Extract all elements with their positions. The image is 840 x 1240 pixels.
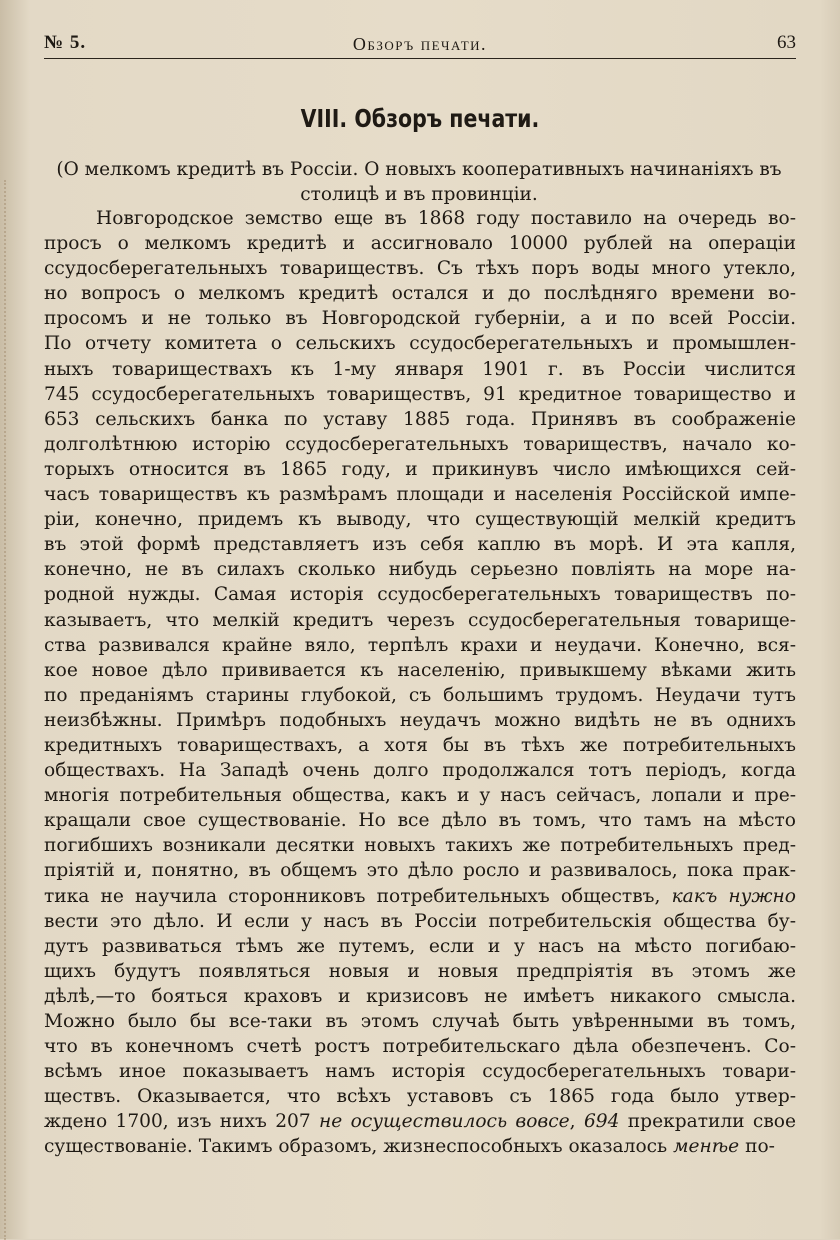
body-line: ныхъ товариществахъ къ 1-му января 1901 г. въ Россіи числится: [44, 358, 796, 380]
italic-emphasis: 694: [583, 1111, 620, 1133]
running-header: [44, 28, 796, 58]
text-run: прекратили свое: [619, 1111, 796, 1133]
text-run: по-: [739, 1136, 775, 1158]
margin-binding-marks: [4, 180, 20, 1240]
body-line: [44, 884, 796, 909]
header-rule: [44, 58, 796, 59]
text-run: существованіе. Такимъ образомъ, жизнеспособныхъ оказалось: [44, 1136, 674, 1158]
body-line: казываетъ, что мелкій кредитъ черезъ ссудосберегательныя товарище-: [44, 609, 796, 631]
body-line: [44, 1134, 796, 1159]
body-line: ществъ. Оказывается, что всѣхъ уставовъ съ 1865 года было утвер-: [44, 1086, 796, 1108]
body-line: но вопросъ о мелкомъ кредитѣ остался и до послѣдняго времени во-: [44, 283, 796, 305]
text-run: ,: [569, 1111, 584, 1133]
body-line: кредитныхъ товариществахъ, а хотя бы въ тѣхъ же потребительныхъ: [44, 734, 796, 756]
body-line: вести это дѣло. И если у насъ въ Россіи потребительскія общества бу-: [44, 910, 796, 932]
body-line: дѣлѣ,—то бояться краховъ и кризисовъ не имѣетъ никакого смысла.: [44, 985, 796, 1007]
issue-number: № 5.: [44, 32, 87, 53]
running-title: Обзоръ печати.: [352, 34, 488, 54]
italic-emphasis: какъ нужно: [671, 885, 796, 907]
body-line: 745 ссудосберегательныхъ товариществъ, 91 кредитное товарищество и: [44, 383, 796, 405]
body-line: 653 сельскихъ банка по уставу 1885 года. Принявъ въ соображеніе: [44, 408, 796, 430]
body-line: кращали свое существованіе. Но все дѣло въ томъ, что тамъ на мѣсто: [44, 810, 796, 832]
subtitle-line: (О мелкомъ кредитѣ въ Россіи. О новыхъ кооперативныхъ начинаніяхъ въ: [56, 159, 782, 180]
body-line: обществахъ. На Западѣ очень долго продолжался тотъ періодъ, когда: [44, 760, 796, 782]
body-line: часъ товариществъ къ размѣрамъ площади и населенія Россійской импе-: [44, 484, 796, 506]
section-title: VIII. Обзоръ печати.: [300, 104, 540, 133]
subtitle-line: столицѣ и въ провинціи.: [300, 184, 538, 205]
italic-emphasis: не осуществилось вовсе: [319, 1111, 570, 1133]
text-run: ждено 1700, изъ нихъ 207: [44, 1111, 320, 1133]
body-line: пріятій и, понятно, въ общемъ это дѣло росло и развивалось, пока прак-: [44, 860, 796, 882]
body-line: щихъ будутъ появляться новыя и новыя предпріятія въ этомъ же: [44, 960, 796, 982]
body-line: [44, 1109, 796, 1134]
body-line: торыхъ относится въ 1865 году, и прикинувъ число имѣющихся сей-: [44, 458, 796, 480]
body-line: погибшихъ возникали десятки новыхъ такихъ же потребительныхъ пред-: [44, 835, 796, 857]
body-line: По отчету комитета о сельскихъ ссудосберегательныхъ и промышлен-: [44, 333, 796, 355]
italic-emphasis: менѣе: [673, 1136, 740, 1158]
body-line: дутъ развиваться тѣмъ же путемъ, если и у насъ на мѣсто погибаю-: [44, 935, 796, 957]
body-line: что въ конечномъ счетѣ ростъ потребительскаго дѣла обезпеченъ. Со-: [44, 1036, 796, 1058]
body-line: ссудосберегательныхъ товариществъ. Съ тѣхъ поръ воды много утекло,: [44, 258, 796, 280]
body-line: долголѣтнюю исторію ссудосберегательныхъ товариществъ, начало ко-: [44, 433, 796, 455]
body-line: въ этой формѣ представляетъ изъ себя каплю въ морѣ. И эта капля,: [44, 534, 796, 556]
body-line: конечно, не въ силахъ сколько нибудь серьезно повліять на море на-: [44, 559, 796, 581]
section-subtitle: [44, 157, 794, 207]
body-line: многія потребительныя общества, какъ и у насъ сейчасъ, лопали и пре-: [44, 785, 796, 807]
body-line: кое новое дѣло прививается къ населенію, привыкшему вѣками жить: [44, 659, 796, 681]
body-line: по преданіямъ старины глубокой, съ большимъ трудомъ. Неудачи тутъ: [44, 684, 796, 706]
body-line: просъ о мелкомъ кредитѣ и ассигновало 10000 рублей на операціи: [44, 233, 796, 255]
body-line: родной нужды. Самая исторія ссудосберегательныхъ товариществъ по-: [44, 584, 796, 606]
body-line: всѣмъ иное показываетъ намъ исторія ссудосберегательныхъ товари-: [44, 1061, 796, 1083]
body-line: Новгородское земство еще въ 1868 году поставило на очередь во-: [96, 208, 796, 229]
body-line: ства развивался крайне вяло, терпѣлъ крахи и неудачи. Конечно, вся-: [44, 634, 796, 656]
text-run: тика не научила сторонниковъ потребительныхъ обществъ,: [44, 885, 672, 907]
body-line: просомъ и не только въ Новгородской губерніи, а и по всей Россіи.: [44, 308, 796, 330]
body-line: неизбѣжны. Примѣръ подобныхъ неудачъ можно видѣть не въ однихъ: [44, 709, 796, 731]
body-line: Можно было бы все-таки въ этомъ случаѣ быть увѣренными въ томъ,: [44, 1011, 796, 1032]
body-line: ріи, конечно, придемъ къ выводу, что существующій мелкій кредитъ: [44, 509, 796, 531]
article-body: [44, 206, 796, 1160]
page-number: 63: [777, 32, 796, 53]
